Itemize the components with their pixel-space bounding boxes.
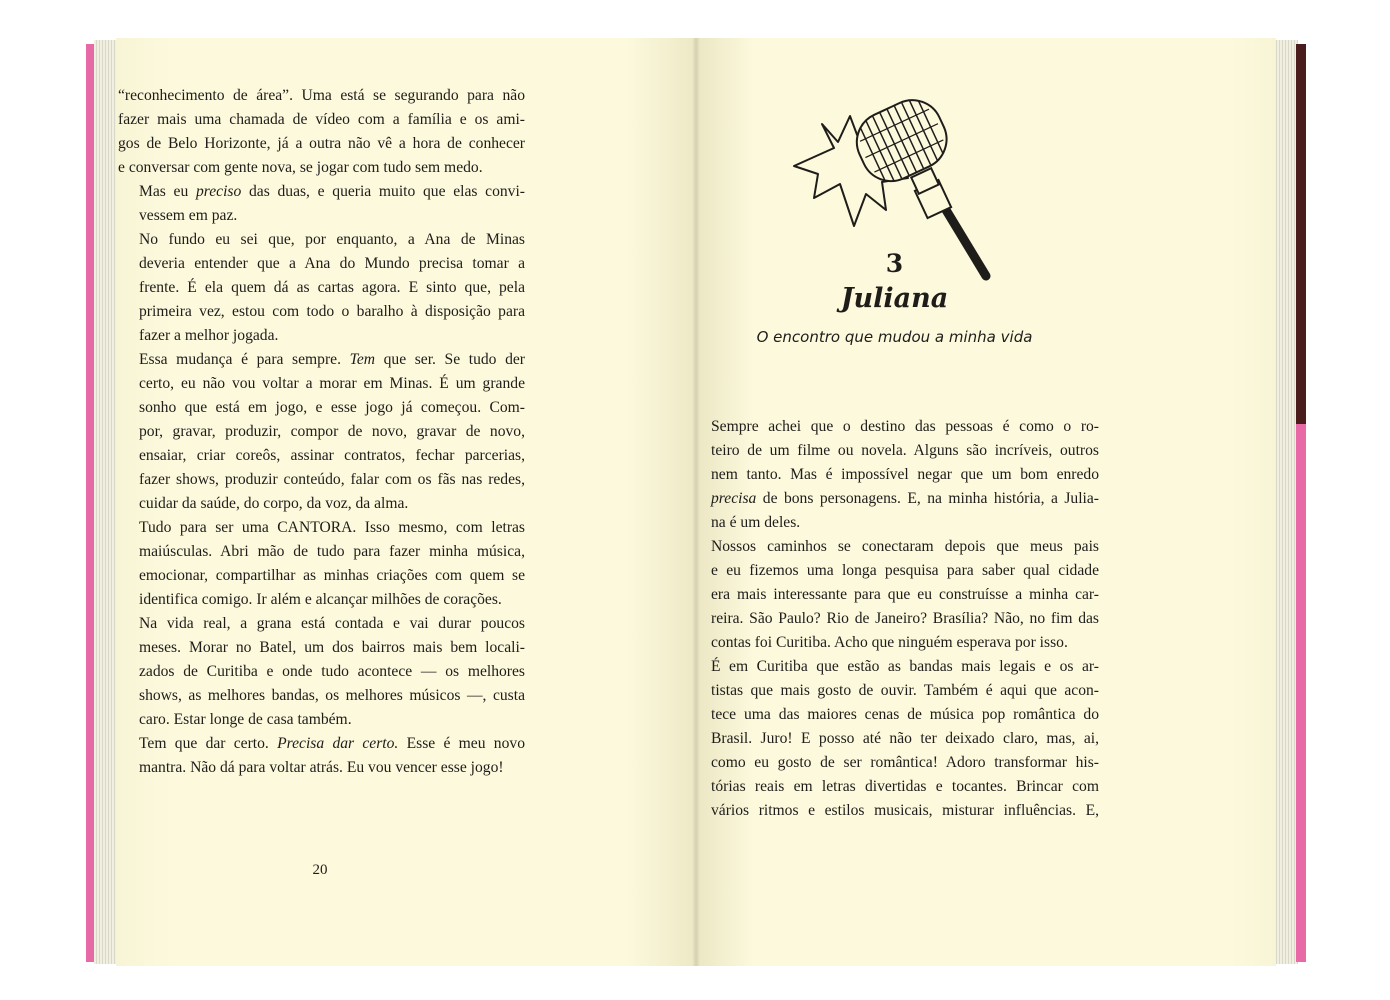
text-line: vessem em paz. — [139, 207, 238, 224]
text-line: teiro de um filme ou novela. Alguns são incríveis, outros — [711, 442, 1099, 459]
text-line: shows, as melhores bandas, os melhores músicos —, custa — [139, 687, 525, 704]
paragraph — [690, 415, 1099, 535]
text-line: Brasil. Juro! E posso até não ter deixado claro, mas, ai, — [711, 730, 1099, 747]
paragraph — [690, 655, 1099, 823]
text-line: vários ritmos e estilos musicais, misturar influências. E, — [711, 802, 1099, 819]
text-line: Essa mudança é para sempre. Tem que ser. Se tudo der — [139, 351, 525, 368]
chapter-number: 3 — [885, 249, 904, 278]
paragraph — [690, 535, 1099, 655]
text-line: Nossos caminhos se conectaram depois que meus pais — [711, 538, 1099, 555]
text-line: mantra. Não dá para voltar atrás. Eu vou vencer esse jogo! — [139, 759, 504, 776]
text-line: ensaiar, criar coreôs, assinar contratos, fechar parcerias, — [139, 447, 525, 464]
text-line: como eu gosto de ser romântica! Adoro transformar his- — [711, 754, 1099, 771]
text-line: tistas que mais gosto de ouvir. Também é aqui que acon- — [711, 682, 1099, 699]
text-line: emocionar, compartilhar as minhas criações com quem se — [139, 567, 525, 584]
text-line: certo, eu não vou voltar a morar em Minas. É um grande — [139, 375, 525, 392]
text-line: Tudo para ser uma CANTORA. Isso mesmo, com letras — [139, 519, 525, 536]
text-line: identifica comigo. Ir além e alcançar milhões de corações. — [139, 591, 502, 608]
text-line: e eu fizemos uma longa pesquisa para saber qual cidade — [711, 562, 1099, 579]
text-line: nem tanto. Mas é impossível negar que um bom enredo — [711, 466, 1099, 483]
paragraph — [118, 612, 525, 732]
text-line: meses. Morar no Batel, um dos bairros mais bem locali- — [139, 639, 525, 656]
text-line: Na vida real, a grana está contada e vai durar poucos — [139, 615, 525, 632]
paragraph — [118, 348, 525, 516]
text-line: tece uma das maiores cenas de música pop romântica do — [711, 706, 1099, 723]
text-line: fazer mais uma chamada de vídeo com a família e os ami- — [118, 111, 525, 128]
text-line: frente. É ela quem dá as cartas agora. E sinto que, pela — [139, 279, 525, 296]
chapter-subtitle: O encontro que mudou a minha vida — [756, 328, 1033, 346]
text-line: fazer a melhor jogada. — [139, 327, 279, 344]
text-line: caro. Estar longe de casa também. — [139, 711, 352, 728]
paragraph — [118, 84, 525, 180]
text-line: Sempre achei que o destino das pessoas é como o ro- — [711, 418, 1099, 435]
right-page-body — [690, 415, 1099, 823]
text-line: e conversar com gente nova, se jogar com tudo sem medo. — [118, 159, 483, 176]
text-line: por, gravar, produzir, compor de novo, gravar de novo, — [139, 423, 525, 440]
text-line: deveria entender que a Ana do Mundo precisa tomar a — [139, 255, 525, 272]
text-line: Mas eu preciso das duas, e queria muito que elas convi- — [139, 183, 525, 200]
text-line: primeira vez, estou com todo o baralho à disposição para — [139, 303, 525, 320]
text-line: fazer shows, produzir conteúdo, falar com os fãs nas redes, — [139, 471, 525, 488]
paragraph — [118, 516, 525, 612]
text-line: “reconhecimento de área”. Uma está se segurando para não — [118, 87, 525, 104]
text-line: precisa de bons personagens. E, na minha história, a Julia- — [711, 490, 1099, 507]
text-line: contas foi Curitiba. Acho que ninguém esperava por isso. — [711, 634, 1068, 651]
text-line: tórias reais em letras divertidas e tocantes. Brincar com — [711, 778, 1099, 795]
text-line: era mais interessante para que eu construísse a minha car- — [711, 586, 1099, 603]
text-line: Tem que dar certo. Precisa dar certo. Esse é meu novo — [139, 735, 525, 752]
left-page-body — [118, 84, 525, 780]
page-number: 20 — [312, 862, 328, 878]
text-line: sonho que está em jogo, e esse jogo já começou. Com- — [139, 399, 525, 416]
text-line: cuidar da saúde, do corpo, da voz, da alma. — [139, 495, 409, 512]
paragraph — [118, 732, 525, 780]
right-cover-edge-dark — [1296, 44, 1306, 424]
paragraph — [118, 228, 525, 348]
right-cover-edge-pink — [1296, 424, 1306, 962]
text-line: reira. São Paulo? Rio de Janeiro? Brasília? Não, no fim das — [711, 610, 1099, 627]
paragraph — [118, 180, 525, 228]
text-line: na é um deles. — [711, 514, 801, 531]
chapter-title: Juliana — [840, 283, 949, 314]
text-line: É em Curitiba que estão as bandas mais legais e os ar- — [711, 658, 1099, 675]
text-line: zados de Curitiba e onde tudo acontece — os melhores — [139, 663, 525, 680]
text-line: maiúsculas. Abri mão de tudo para fazer minha música, — [139, 543, 525, 560]
text-line: No fundo eu sei que, por enquanto, a Ana de Minas — [139, 231, 525, 248]
text-line: gos de Belo Horizonte, já a outra não vê a hora de conhecer — [118, 135, 525, 152]
